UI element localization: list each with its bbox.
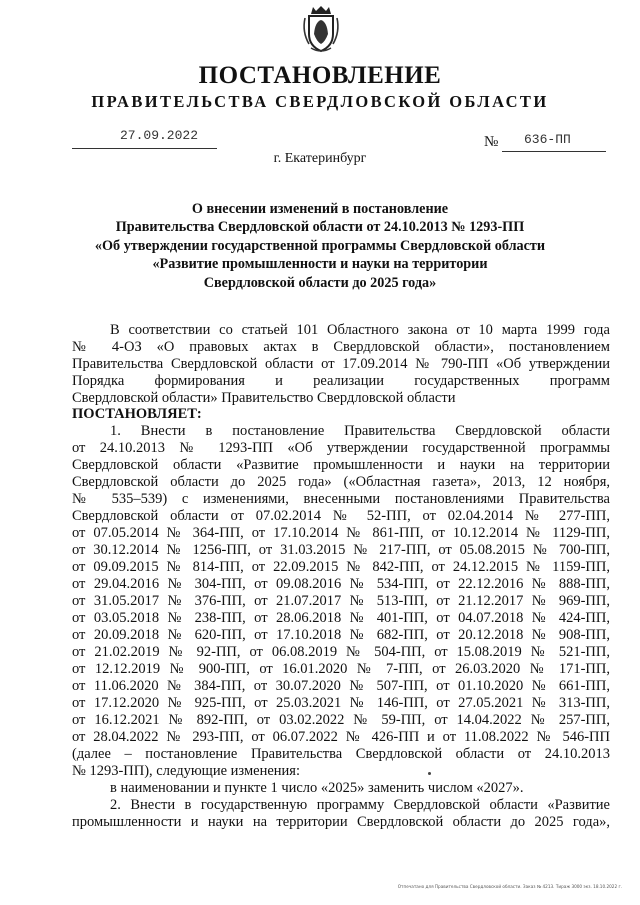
text-line: Свердловской области» Правительство Свердловской области [72, 390, 456, 406]
text-line: от 28.04.2022 № 293-ПП, от 06.07.2022 № 426-ПП и от 11.08.2022 № 546-ПП [72, 729, 610, 745]
text-line: 1. Внести в постановление Правительства Свердловской области [110, 423, 610, 439]
text-line: от 12.12.2019 № 900-ПП, от 16.01.2020 № 7-ПП, от 26.03.2020 № 171-ПП, [72, 661, 610, 677]
text-line: от 21.02.2019 № 92-ПП, от 06.08.2019 № 504-ПП, от 15.08.2019 № 521-ПП, [72, 644, 610, 660]
text-line: Правительства Свердловской области от 17.09.2014 № 790-ПП «Об утверждении [72, 356, 610, 372]
text-line: от 31.05.2017 № 376-ПП, от 21.07.2017 № 513-ПП, от 21.12.2017 № 969-ПП, [72, 593, 610, 609]
text-line: от 03.05.2018 № 238-ПП, от 28.06.2018 № 401-ПП, от 04.07.2018 № 424-ПП, [72, 610, 610, 626]
text-line: от 29.04.2016 № 304-ПП, от 09.08.2016 № 534-ПП, от 22.12.2016 № 888-ПП, [72, 576, 610, 592]
text-line: от 24.10.2013 № 1293-ПП «Об утверждении государственной программы [72, 440, 610, 456]
text-line: № 4-ОЗ «О правовых актах в Свердловской области», постановлением [72, 339, 610, 355]
heading-line: О внесении изменений в постановление [191, 201, 449, 217]
text-line: (далее – постановление Правительства Свердловской области от 24.10.2013 [72, 746, 610, 762]
heading-line: «Об утверждении государственной программы Свердловской области [94, 237, 546, 254]
text-line: промышленности и науки на территории Свердловской области до 2025 года», [72, 814, 610, 830]
text-line: № 535–539) с изменениями, внесенными постановлениями Правительства [72, 491, 610, 507]
document-number: 636-ПП [524, 132, 571, 147]
text-line: 2. Внести в государственную программу Свердловской области «Развитие [110, 797, 610, 813]
scan-speck [428, 772, 431, 775]
text-line: Порядка формирования и реализации государственных программ [72, 373, 610, 389]
text-line: от 07.05.2014 № 364-ПП, от 17.10.2014 № 861-ПП, от 10.12.2014 № 1129-ПП, [72, 525, 610, 541]
text-line: № 1293-ПП), следующие изменения: [72, 763, 300, 779]
document-type-title: ПОСТАНОВЛЕНИЕ [198, 62, 442, 89]
heading-line: «Развитие промышленности и науки на территории [152, 256, 488, 273]
text-line: Свердловской области от 07.02.2014 № 52-ПП, от 02.04.2014 № 277-ПП, [72, 508, 610, 524]
text-line: от 20.09.2018 № 620-ПП, от 17.10.2018 № 682-ПП, от 20.12.2018 № 908-ПП, [72, 627, 610, 643]
document-heading [60, 200, 580, 292]
document-date: 27.09.2022 [120, 128, 199, 143]
text-line: В соответствии со статьей 101 Областного закона от 10 марта 1999 года [110, 322, 610, 338]
text-line: Свердловской области «Развитие промышленности и науки на территории [72, 457, 610, 473]
heading-line: Свердловской области до 2025 года» [203, 274, 437, 291]
text-line: в наименовании и пункте 1 число «2025» заменить числом «2027». [110, 780, 524, 796]
decree-body [72, 406, 610, 831]
preamble-paragraph [72, 322, 610, 407]
date-underline [72, 148, 217, 149]
text-line: от 09.09.2015 № 814-ПП, от 22.09.2015 № 842-ПП, от 24.12.2015 № 1159-ПП, [72, 559, 610, 575]
heading-line: Правительства Свердловской области от 24.10.2013 № 1293-ПП [115, 219, 525, 236]
city-line: г. Екатеринбург [273, 151, 367, 166]
text-line: Свердловской области до 2025 года» («Областная газета», 2013, 12 ноября, [72, 474, 610, 490]
text-line: от 16.12.2021 № 892-ПП, от 03.02.2022 № 59-ПП, от 14.04.2022 № 257-ПП, [72, 712, 610, 728]
decree-word: ПОСТАНОВЛЯЕТ: [72, 406, 202, 422]
text-line: от 30.12.2014 № 1256-ПП, от 31.03.2015 № 217-ПП, от 05.08.2015 № 700-ПП, [72, 542, 610, 558]
text-line: от 17.12.2020 № 925-ПП, от 25.03.2021 № 146-ПП, от 27.05.2021 № 313-ПП, [72, 695, 610, 711]
print-footer: Отпечатано для Правительства Свердловской области. Заказ № 4213. Тираж 3000 экз. 18.10.2022 г. [397, 884, 622, 889]
number-sign: № [484, 134, 499, 150]
text-line: от 11.06.2020 № 384-ПП, от 30.07.2020 № 507-ПП, от 01.10.2020 № 661-ПП, [72, 678, 610, 694]
issuer-subtitle: ПРАВИТЕЛЬСТВА СВЕРДЛОВСКОЙ ОБЛАСТИ [91, 92, 549, 111]
coat-of-arms-icon [301, 4, 341, 54]
